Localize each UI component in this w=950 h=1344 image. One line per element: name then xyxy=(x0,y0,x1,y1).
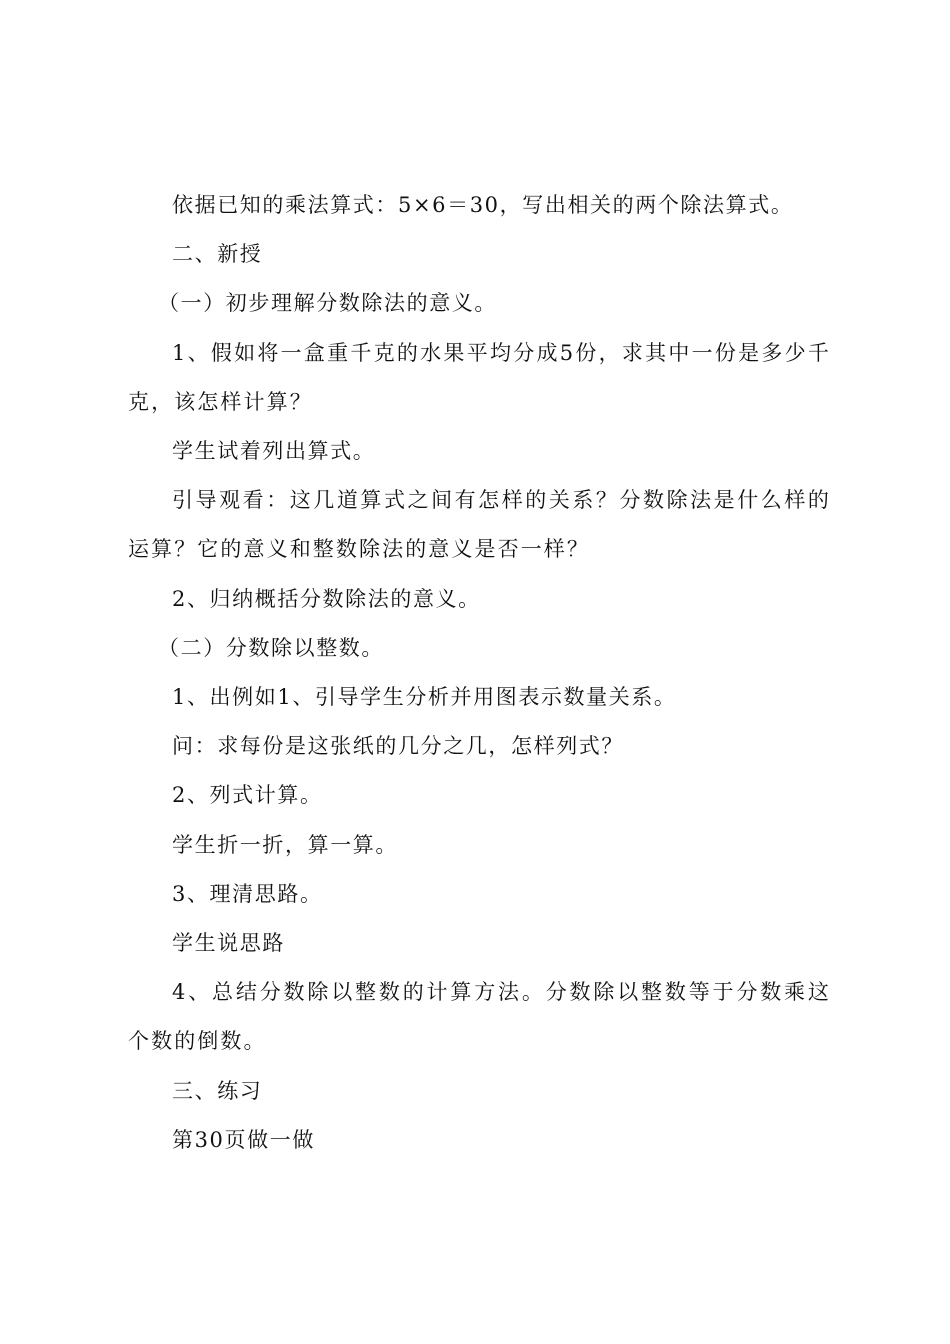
paragraph-summary-method: 4、总结分数除以整数的计算方法。分数除以整数等于分数乘这个数的倒数。 xyxy=(128,980,831,1054)
paragraph-fold-and-compute: 学生折一折，算一算。 xyxy=(172,832,398,857)
paragraph-example-one: 1、出例如1、引导学生分析并用图表示数量关系。 xyxy=(172,685,677,710)
section-heading-new-lesson: 二、新授 xyxy=(172,242,263,267)
subsection-heading-fraction-divide-integer: （二）分数除以整数。 xyxy=(158,635,384,660)
paragraph-guided-observation: 引导观看：这几道算式之间有怎样的关系？分数除法是什么样的运算？它的意义和整数除法的意义是否一样？ xyxy=(128,488,831,562)
document-body xyxy=(128,181,831,1165)
paragraph-page-exercise: 第30页做一做 xyxy=(172,1127,315,1152)
section-heading-practice: 三、练习 xyxy=(172,1078,263,1103)
paragraph-question: 问：求每份是这张纸的几分之几，怎样列式？ xyxy=(172,734,624,759)
paragraph-summarize-meaning: 2、归纳概括分数除法的意义。 xyxy=(172,586,481,611)
subsection-heading-meaning: （一）初步理解分数除法的意义。 xyxy=(158,291,497,316)
paragraph-students-explain: 学生说思路 xyxy=(172,931,285,956)
paragraph-calculate: 2、列式计算。 xyxy=(172,783,323,808)
paragraph-fruit-problem: 1、假如将一盒重千克的水果平均分成5份，求其中一份是多少千克，该怎样计算？ xyxy=(128,340,831,414)
paragraph-review-question: 依据已知的乘法算式：5×6＝30，写出相关的两个除法算式。 xyxy=(172,193,794,217)
paragraph-students-try: 学生试着列出算式。 xyxy=(172,439,376,464)
paragraph-clarify-thinking: 3、理清思路。 xyxy=(172,881,323,906)
